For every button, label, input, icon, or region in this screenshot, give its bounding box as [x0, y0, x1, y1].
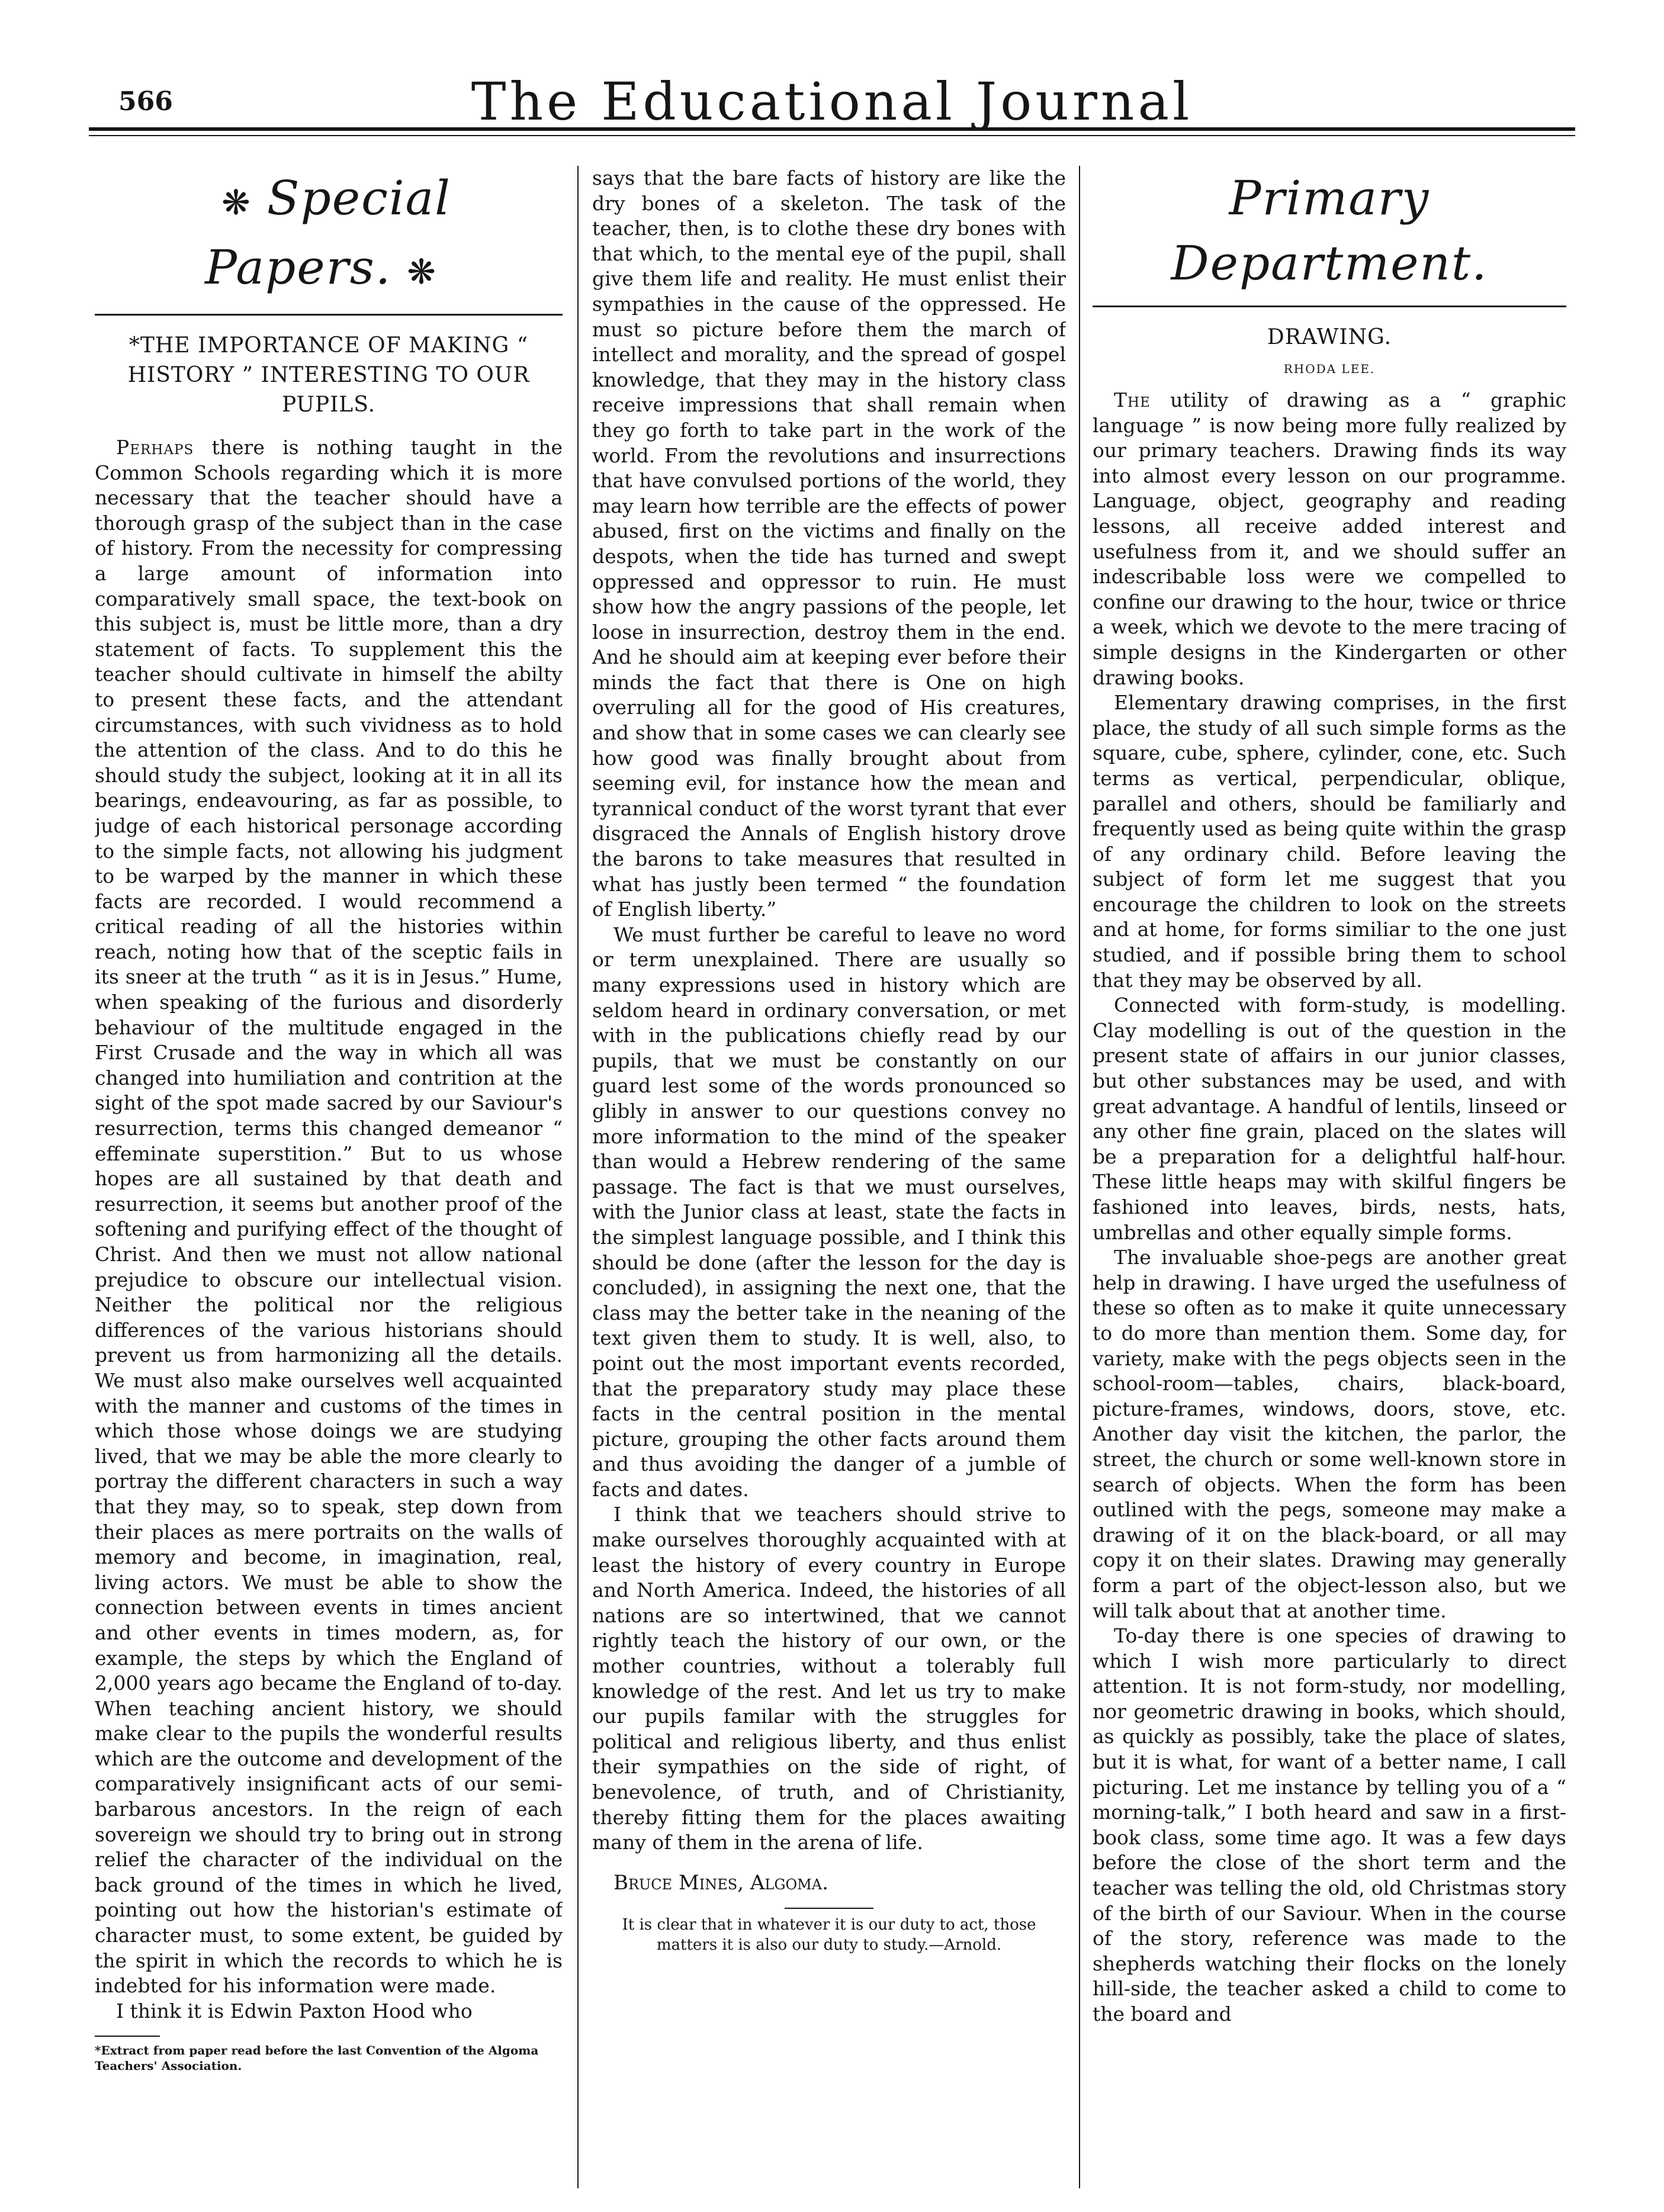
article-body [95, 435, 563, 2024]
header-rule-thin [89, 135, 1575, 136]
paragraph: To-day there is one species of drawing to which I wish more particularly to direct attention. It is not form-study, nor modelling, nor geometric drawing in books, which should, as quickly as possibly, take the place of slates, but it is what, for want of a better name, I call picturing. Let me instance by telling you of a “ morning-talk,” I both heard and saw in a first-book class, some time ago. It was a few days before the close of the short term and the teacher was telling the old, old Christmas story of the birth of our Saviour. When in the course of the story, reference was made to the shepherds watching their flocks on the lonely hill-side, the teacher asked a child to come to the board and [1093, 1624, 1566, 2025]
paragraph: The invaluable shoe-pegs are another great help in drawing. I have urged the usefulness of these so often as to make it quite unnecessary to do more than mention them. Some day, for variety, make with the pegs objects seen in the school-room—tables, chairs, black-board, picture-frames, windows, doors, stove, etc. Another day visit the kitchen, the parlor, the street, the church or some well-known store in search of objects. When the form has been outlined with the pegs, someone may make a drawing of it on the black-board, or all may copy it on their slates. Drawing may generally form a part of the object-lesson also, but we will talk about that at another time. [1093, 1246, 1566, 1622]
paragraph: We must further be careful to leave no word or term unexplained. There are usually so many expressions used in history which are seldom heard in ordinary conversation, or met with in the publications chiefly read by our pupils, that we must be constantly on our guard lest some of the words pronounced so glibly in answer to our questions convey no more information to the mind of the speaker than would a Hebrew rendering of the same passage. The fact is that we must ourselves, with the Junior class at least, state the facts in the simplest language possible, and I think this should be done (after the lesson for the day is concluded), in assigning the next one, that the class may the better take in the neaning of the text given them to study. It is well, also, to point out the most important events recorded, that the preparatory study may place these facts in the central position in the mental picture, grouping the other facts around them and thus avoiding the danger of a jumble of facts and dates. [592, 922, 1066, 1501]
page-number: 566 [118, 86, 173, 117]
page-header [89, 71, 1575, 136]
right-column [1093, 166, 1566, 2191]
asterisk-flower-icon: ❋ [221, 182, 252, 223]
paragraph: Elementary drawing comprises, in the first place, the study of all such simple forms as the square, cube, sphere, cylinder, cone, etc. Such terms as vertical, perpendicular, oblique, parallel and others, should be familiarly and frequently used as being quite within the grasp of any ordinary child. Before leaving the subject of form let me suggest that you encourage the children to look on the streets and at home, for forms similiar to the one just studied, and if possible bring them to school that they may be observed by all. [1093, 691, 1566, 992]
closing-quote: It is clear that in whatever it is our duty to act, those matters it is also our duty to study.—Arnold. [622, 1915, 1036, 1954]
paragraph: I think that we teachers should strive to make ourselves thoroughly acquainted with at least the history of every country in Europe and North America. Indeed, the histories of all nations are so intertwined, that we cannot rightly teach the history of our own, or the mother countries, without a tolerably full knowledge of the rest. And let us try to make our pupils familar with the struggles for political and religious liberty, and thus enlist their sympathies on the side of right, of benevolence, of truth, and of Christianity, thereby fitting them for the places awaiting many of them in the arena of life. [592, 1503, 1066, 1854]
article-body-continued [592, 166, 1066, 1856]
section-title: Special Papers. [205, 171, 451, 295]
paragraph-text: there is nothing taught in the Common Schools regarding which it is more necessary that the teacher should have a thorough grasp of the subject than in the case of history. From the necessity for compressing a large amount of information into comparatively small space, the text-book on this subject is, must be little more, than a dry statement of facts. To supplement this the teacher should cultivate in himself the abilty to present these facts, and the attendant circumstances, with such vividness as to hold the attention of the class. And to do this he should study the subject, looking at it in all its bearings, endeavouring, as far as possible, to judge of each historical personage according to the simple facts, not allowing his judgment to be warped by the manner in which these facts are recorded. I would recommend a critical reading of all the histories within reach, noting how that of the sceptic fails in its sneer at the truth “ as it is in Jesus.” Hume, when speaking of the furious and disorderly behaviour of the multitude engaged in the First Crusade and the way in which all was changed into humiliation and contrition at the sight of the spot made sacred by our Saviour's resurrection, terms this changed demeanor “ effeminate superstition.” But to us whose hopes are all sustained by that death and resurrection, it seems but another proof of the softening and purifying effect of the thought of Christ. And then we must not allow national prejudice to obscure our intellectual vision. Neither the political nor the religious differences of the various historians should prevent us from harmonizing all the details. We must also make ourselves well acquainted with the manner and customs of the times in which those whose doings we are studying lived, that we may be able the more clearly to portray the different characters in such a way that they may, so to speak, step down from their places as mere portraits on the walls of memory and become, in imagination, real, living actors. We must be able to show the connection between events in times ancient and other events in times modern, as, for example, the steps by which the England of 2,000 years ago became the England of to-day. When teaching ancient history, we should make clear to the pupils the wonderful results which are the outcome and development of the comparatively insignificant acts of our semi-barbarous ancestors. In the reign of each sovereign we should try to bring out in strong relief the character of the individual on the back ground of the times in which he lived, pointing out how the historian's estimate of character must, to some extent, be guided by the spirit in which the records to which he is indebted for his information were made. [95, 436, 563, 1998]
author-signature: Bruce Mines, Algoma. [613, 1870, 828, 1895]
middle-column [592, 166, 1066, 2191]
article-title: DRAWING. [1267, 325, 1392, 349]
section-title: Primary Department. [1171, 171, 1488, 291]
paragraph [1093, 388, 1566, 690]
article-body [1093, 388, 1566, 2027]
asterisk-flower-icon: ❋ [407, 252, 437, 292]
lead-word: Perhaps [116, 436, 194, 459]
header-rule-thick [89, 127, 1575, 131]
quote-rule [785, 1908, 873, 1909]
journal-title: The Educational Journal [471, 71, 1193, 132]
paragraph [95, 435, 563, 1999]
lead-word: The [1114, 388, 1151, 411]
paragraph: I think it is Edwin Paxton Hood who [116, 1999, 473, 2023]
section-banner-primary-department [1093, 166, 1566, 307]
footnote: *Extract from paper read before the last Convention of the Algoma Teachers' Association. [95, 2043, 539, 2073]
footnote-rule [95, 2036, 160, 2037]
column-divider-2 [1079, 166, 1080, 2188]
article-title: *THE IMPORTANCE OF MAKING “ HISTORY ” INTERESTING TO OUR PUPILS. [127, 333, 530, 417]
section-banner-special-papers [95, 166, 563, 316]
byline: RHODA LEE. [1283, 362, 1376, 376]
paragraph: Connected with form-study, is modelling. Clay modelling is out of the question in the present state of affairs in our junior classes, but other substances may be used, and with great advantage. A handful of lentils, linseed or any other fine grain, placed on the slates will be a preparation for a delightful half-hour. These little heaps may with skilful fingers be fashioned into leaves, birds, nests, hats, umbrellas and other equally simple forms. [1093, 994, 1566, 1244]
column-divider-1 [577, 166, 579, 2188]
paragraph-text: utility of drawing as a “ graphic language ” is now being more fully realized by our primary teachers. Drawing finds its way into almost every lesson on our programme. Language, object, geography and reading lessons, all receive added interest and usefulness from it, and we should suffer an indescribable loss were we compelled to confine our drawing to the hour, twice or thrice a week, which we devote to the mere tracing of simple designs in the Kindergarten or other drawing books. [1093, 388, 1566, 689]
left-column [95, 166, 563, 2191]
paragraph: says that the bare facts of history are like the dry bones of a skeleton. The task of the teacher, then, is to clothe these dry bones with that which, to the mental eye of the pupil, shall give them life and reality. He must enlist their sympathies in the cause of the oppressed. He must so picture before them the march of intellect and morality, and the spread of gospel knowledge, that they may in the history class receive impressions that shall remain when they go forth to take part in the work of the world. From the revolutions and insurrections that have convulsed portions of the world, they may learn how terrible are the effects of power abused, first on the victims and finally on the despots, when the tide has turned and swept oppressed and oppressor to ruin. He must show how the angry passions of the people, let loose in insurrection, destroy them in the end. And he should aim at keeping ever before their minds the fact that there is One on high overruling all for the good of His creatures, and show that in some cases we can clearly see how good was finally brought about from seeming evil, for instance how the mean and tyrannical conduct of the worst tyrant that ever disgraced the Annals of English history drove the barons to take measures that resulted in what has justly been termed “ the foundation of English liberty.” [592, 166, 1066, 921]
